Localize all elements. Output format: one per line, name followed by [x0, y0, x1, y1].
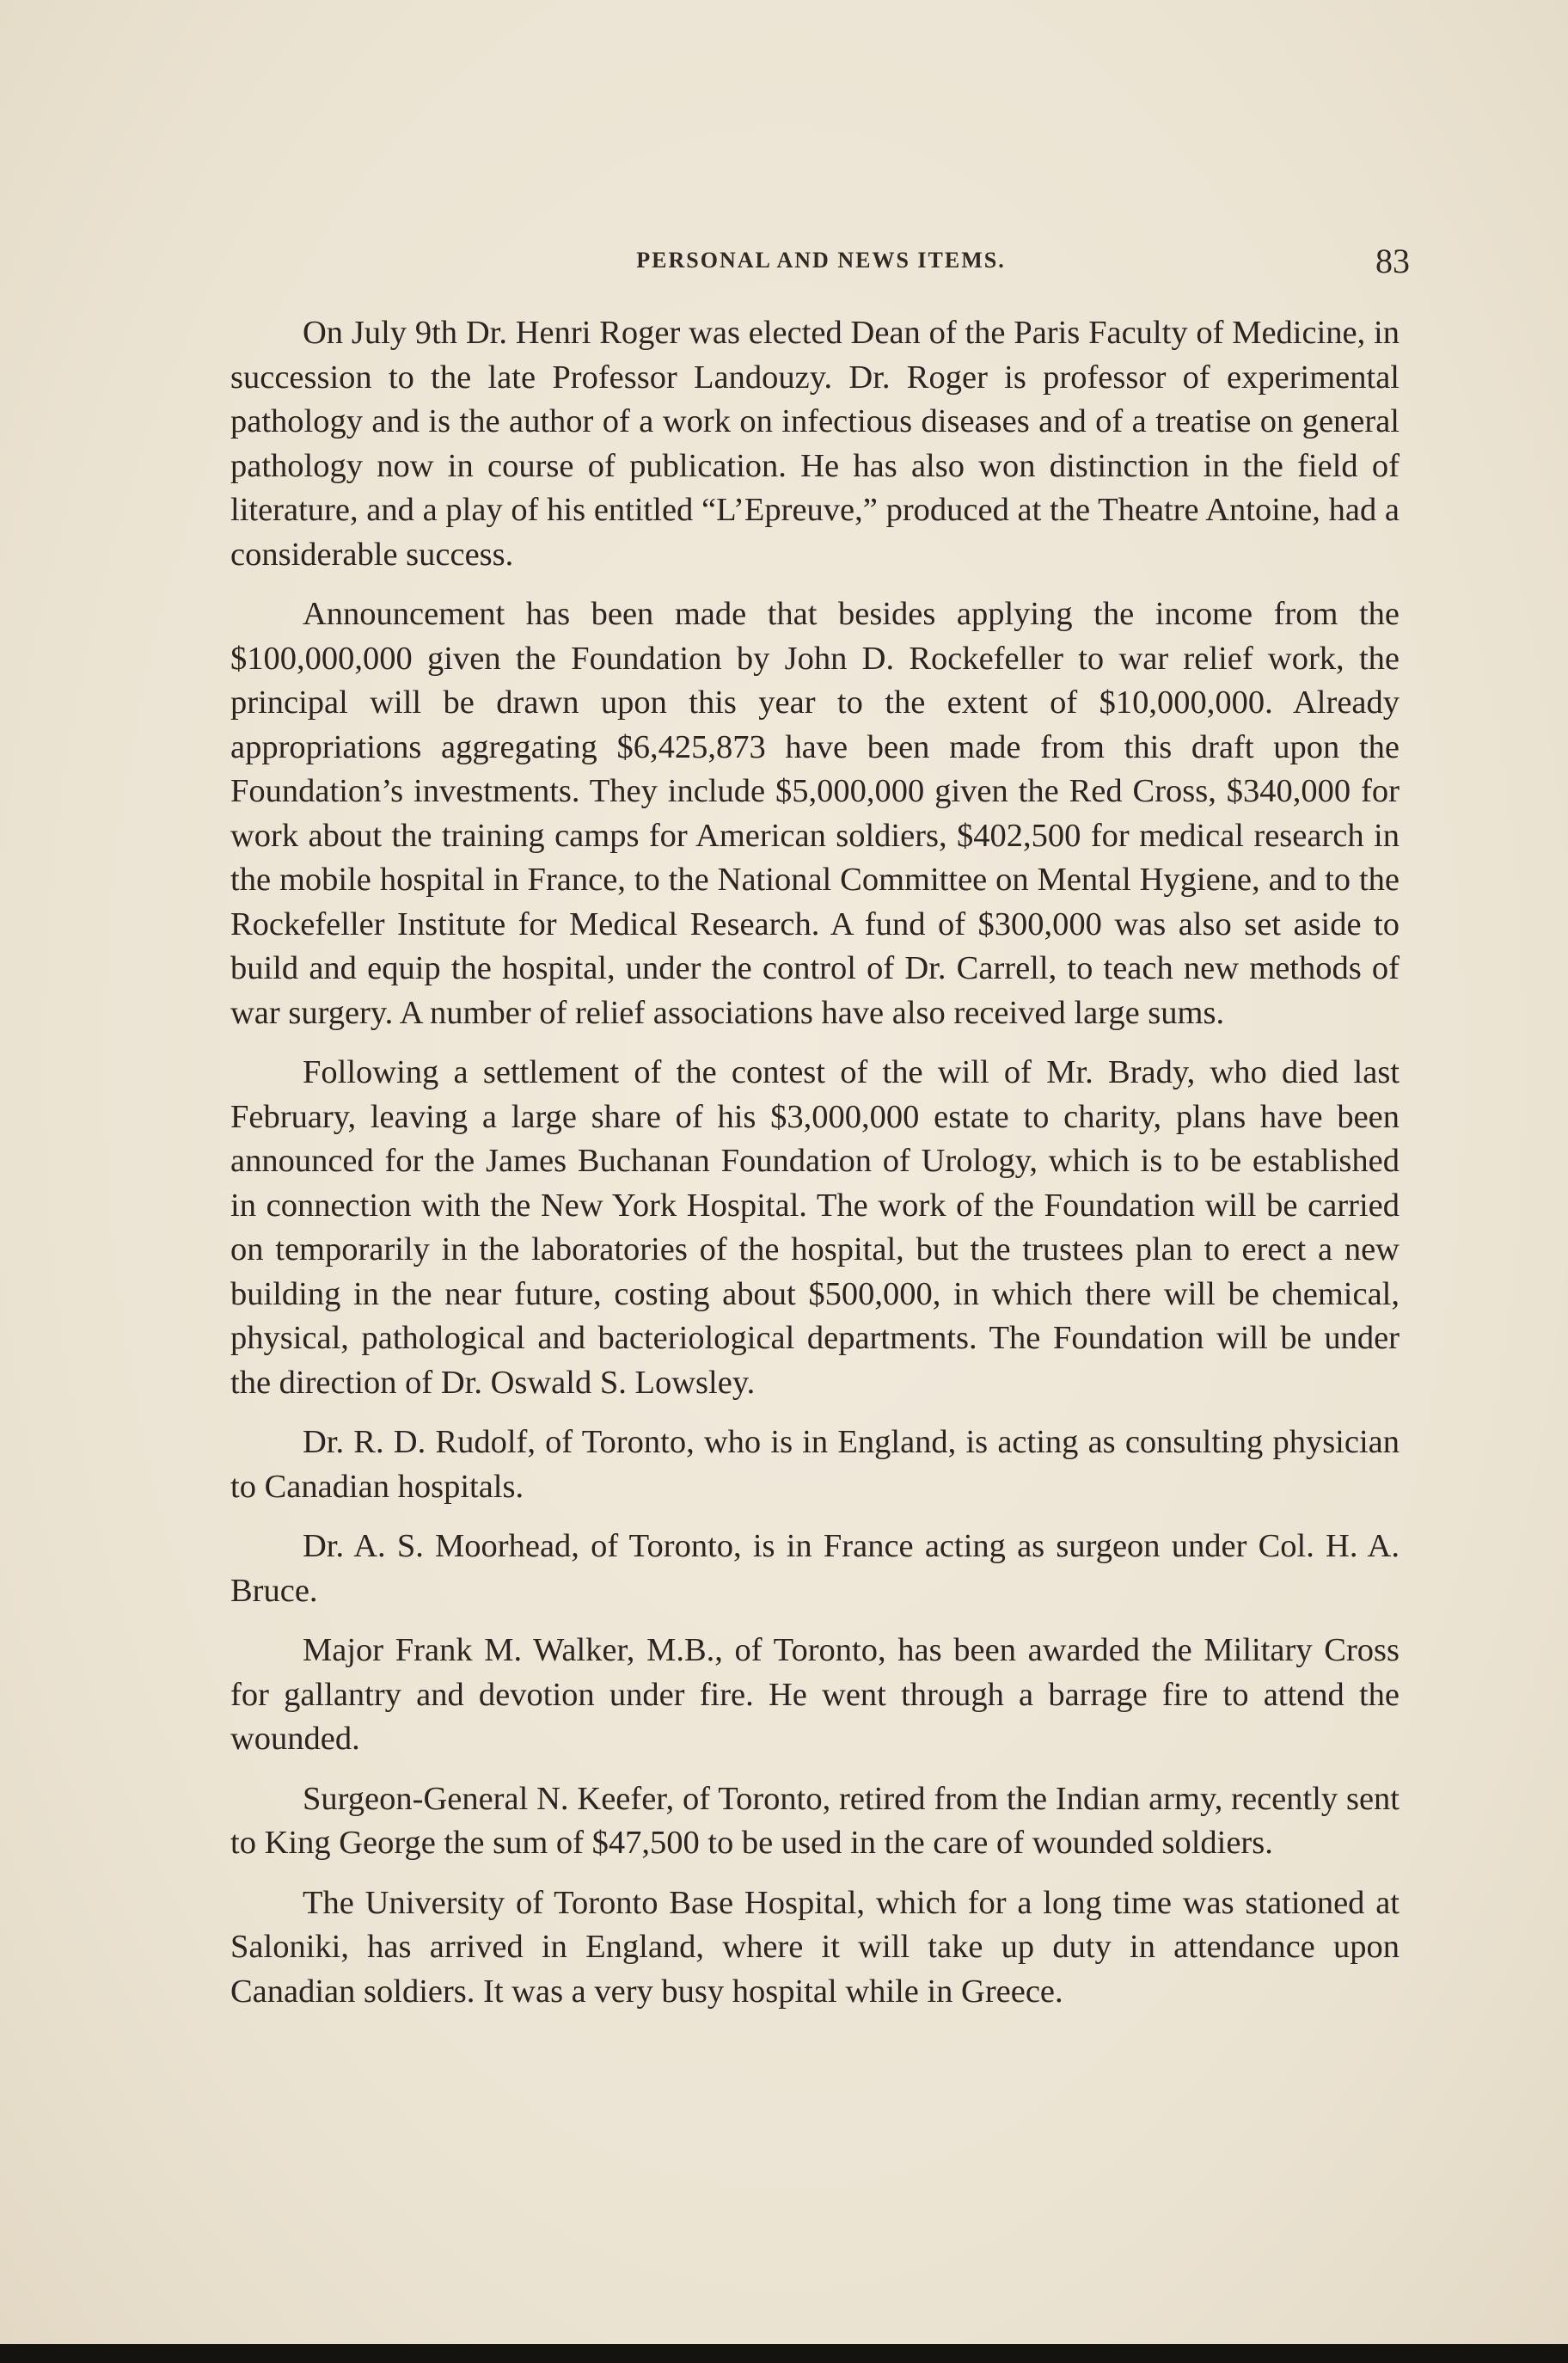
paragraph-rockefeller-foundation: Announcement has been made that besides applying the income from the $100,000,000 given the Foundation by John D. Rockefeller to war relief work, the principal will be drawn upon this year to the extent of $10,000,000. Already appropriations aggregating $6,425,873 have been made from this draft upon the Foundation’s investments. They include $5,000,000 given the Red Cross, $340,000 for work about the training camps for American soldiers, $402,500 for medical research in the mobile hospital in France, to the National Committee on Mental Hygiene, and to the Rockefeller Institute for Medical Research. A fund of $300,000 was also set aside to build and equip the hospital, under the control of Dr. Carrell, to teach new methods of war surgery. A number of relief associations have also received large sums. [230, 596, 1400, 1031]
running-head [232, 241, 1410, 292]
page-bottom-edge [0, 2344, 1568, 2363]
paragraph-base-hospital: The University of Toronto Base Hospital, which for a long time was stationed at Saloniki, has arrived in England, where it will take up duty in attendance upon Canadian soldiers. It was a very busy hospital while in Greece. [230, 1884, 1400, 2010]
body-text [230, 311, 1400, 2029]
page-number: 83 [1375, 242, 1410, 280]
paragraph-moorhead: Dr. A. S. Moorhead, of Toronto, is in France acting as surgeon under Col. H. A. Bruce. [230, 1528, 1400, 1609]
running-head-title: PERSONAL AND NEWS ITEMS. [636, 248, 1006, 273]
paragraph-rudolf: Dr. R. D. Rudolf, of Toronto, who is in England, is acting as consulting physician to Canadian hospitals. [230, 1424, 1400, 1505]
paragraph-buchanan-foundation: Following a settlement of the contest of the will of Mr. Brady, who died last February, leaving a large share of his $3,000,000 estate to charity, plans have been announced for the James Buchanan Foundation of Urology, which is to be established in connection with the New York Hospital. The work of the Foundation will be carried on temporarily in the laboratories of the hospital, but the trustees plan to erect a new building in the near future, costing about $500,000, in which there will be chemical, physical, pathological and bacteriological departments. The Foundation will be under the direction of Dr. Oswald S. Lowsley. [230, 1054, 1400, 1401]
paragraph-walker: Major Frank M. Walker, M.B., of Toronto, has been awarded the Military Cross for gallantry and devotion under fire. He went through a barrage fire to attend the wounded. [230, 1632, 1400, 1757]
paragraph-keefer: Surgeon-General N. Keefer, of Toronto, retired from the Indian army, recently sent to King George the sum of $47,500 to be used in the care of wounded soldiers. [230, 1780, 1400, 1861]
paragraph-roger: On July 9th Dr. Henri Roger was elected Dean of the Paris Faculty of Medicine, in succession to the late Professor Landouzy. Dr. Roger is professor of experimental pathology and is the author of a work on infectious diseases and of a treatise on general pathology now in course of publication. He has also won distinction in the field of literature, and a play of his entitled “L’Epreuve,” produced at the Theatre Antoine, had a considerable success. [230, 315, 1400, 573]
